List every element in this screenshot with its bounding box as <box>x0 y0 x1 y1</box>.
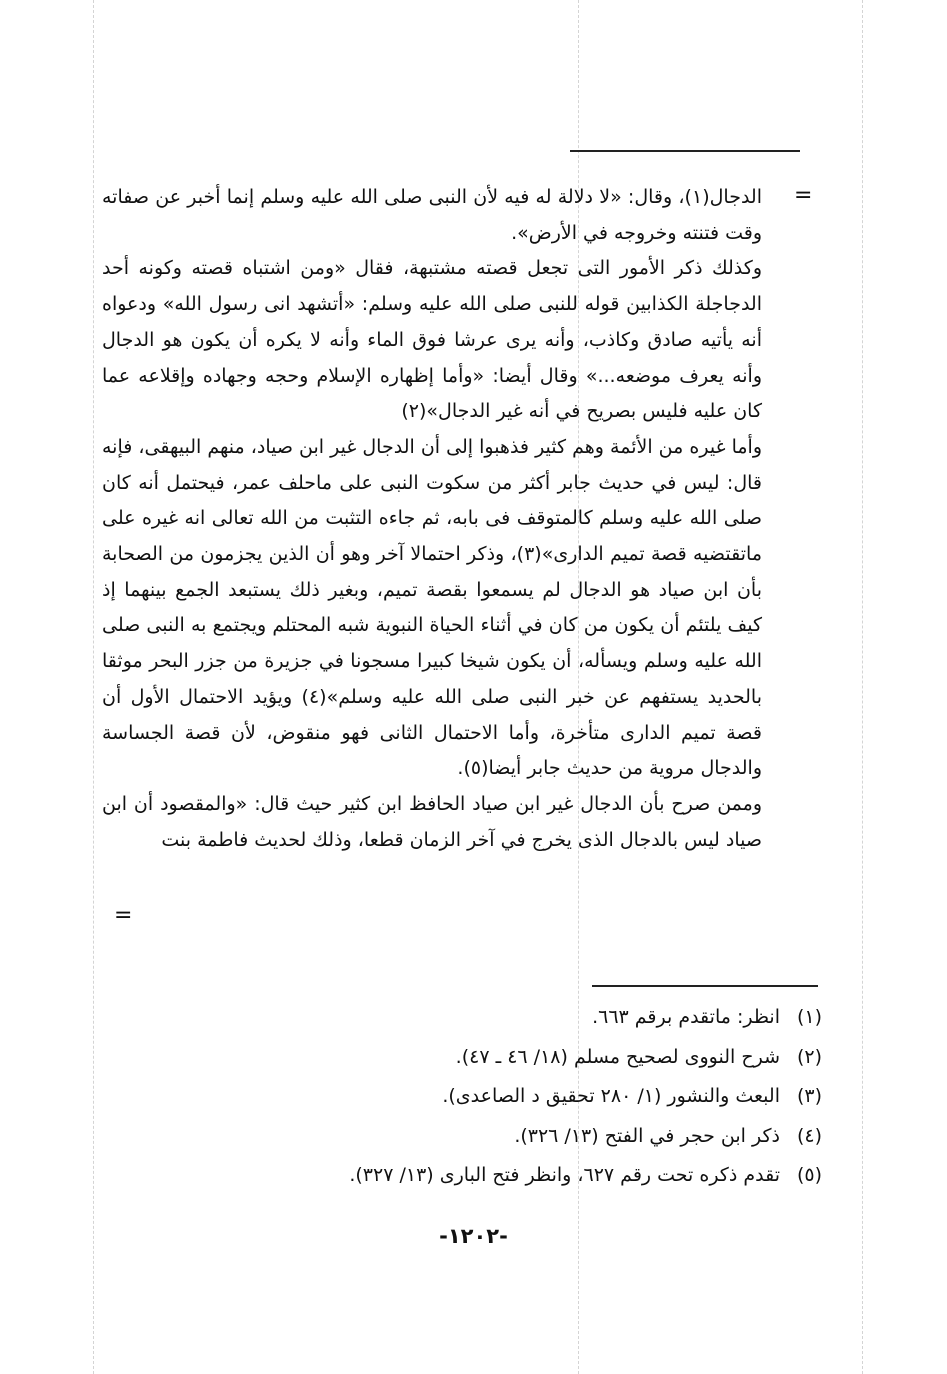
footnote-number: (٥) <box>796 1164 822 1186</box>
continuation-marker-top: = <box>794 183 813 208</box>
footnote <box>300 1077 822 1117</box>
scan-fold-line <box>862 0 863 1374</box>
footnote-number: (٢) <box>796 1045 822 1068</box>
footnote <box>300 1156 822 1196</box>
footnote-text: انظر: ماتقدم برقم ٦٦٣. <box>592 1006 780 1028</box>
footnote <box>300 1117 822 1157</box>
footnote-text: البعث والنشور (١/ ٢٨٠ تحقيق د الصاعدى). <box>442 1085 780 1107</box>
header-rule <box>570 150 800 152</box>
footnote-text: ذكر ابن حجر في الفتح (١٣/ ٣٢٦). <box>514 1124 780 1147</box>
scan-fold-line <box>93 0 94 1374</box>
footnote-number: (١) <box>796 1006 822 1028</box>
footnote-number: (٣) <box>796 1085 822 1107</box>
paragraph: وكذلك ذكر الأمور التى تجعل قصته مشتبهة، فقال «ومن اشتباه قصته وكونه أحد الدجاجلة الكذابين قوله للنبى صلى الله عليه وسلم: «أتشهد انى رسول الله» ودعواه أنه يأتيه صادق وكاذب، وأنه يرى عرشا فوق الماء وأنه لا يكره أن يكون هو الدجال وأنه يعرف موضعه...» وقال أيضا: «وأما إظهاره الإسلام وحجه وجهاده وإقلاعه عما كان عليه فليس بصريح في أنه غير الدجال»(٢) <box>102 257 762 423</box>
main-text <box>102 180 762 858</box>
footnote-text: تقدم ذكره تحت رقم ٦٢٧، وانظر فتح البارى (١٣/ ٣٢٧). <box>349 1164 780 1186</box>
footnote-text: شرح النووى لصحيح مسلم (١٨/ ٤٦ ـ ٤٧). <box>455 1045 780 1068</box>
footnote <box>300 998 822 1038</box>
paragraph: الدجال(١)، وقال: «لا دلالة له فيه لأن النبى صلى الله عليه وسلم إنما أخبر عن صفاته وقت فتنته وخروجه في الأرض». <box>102 186 762 244</box>
paragraph: وممن صرح بأن الدجال غير ابن صياد الحافظ ابن كثير حيث قال: «والمقصود أن ابن صياد ليس بالدجال الذى يخرج في آخر الزمان قطعا، وذلك لحديث فاطمة بنت <box>102 792 762 851</box>
footnote-number: (٤) <box>796 1124 822 1147</box>
paragraph: وأما غيره من الأئمة وهم كثير فذهبوا إلى أن الدجال غير ابن صياد، منهم البيهقى، فإنه قال: ليس في حديث جابر أكثر من سكوت النبى على ماحلف عمر، فيحتمل أنه كان صلى الله عليه وسلم كالمتوقف فى بابه، ثم جاءه التثبت من الله تعالى انه غيره على ماتقتضيه قصة تميم الدارى»(٣)، وذكر احتمالا آخر وهو أن الذين يجزمون من الصحابة بأن ابن صياد هو الدجال لم يسمعوا بقصة تميم، وبغير ذلك يستبعد الجمع بينهما إذ كيف يلتئم أن يكون من كان في أثناء الحياة النبوية شبه المحتلم ويجتمع به النبى صلى الله عليه وسلم ويسأله، أن يكون شيخا كبيرا مسجونا في جزيرة من جزر البحر موثقا بالحديد يستفهم عن خبر النبى صلى الله عليه وسلم»(٤) ويؤيد الاحتمال الأول أن قصة تميم الدارى متأخرة، وأما الاحتمال الثانى فهو منقوض، لأن قصة الجساسة والدجال مروية من حديث جابر أيضا(٥). <box>102 435 763 780</box>
page-number: -١٢٠٢- <box>439 1224 508 1248</box>
footnotes <box>300 998 822 1196</box>
footnote <box>300 1038 822 1078</box>
continuation-marker-bottom: = <box>114 903 133 928</box>
footnote-rule <box>592 985 818 987</box>
